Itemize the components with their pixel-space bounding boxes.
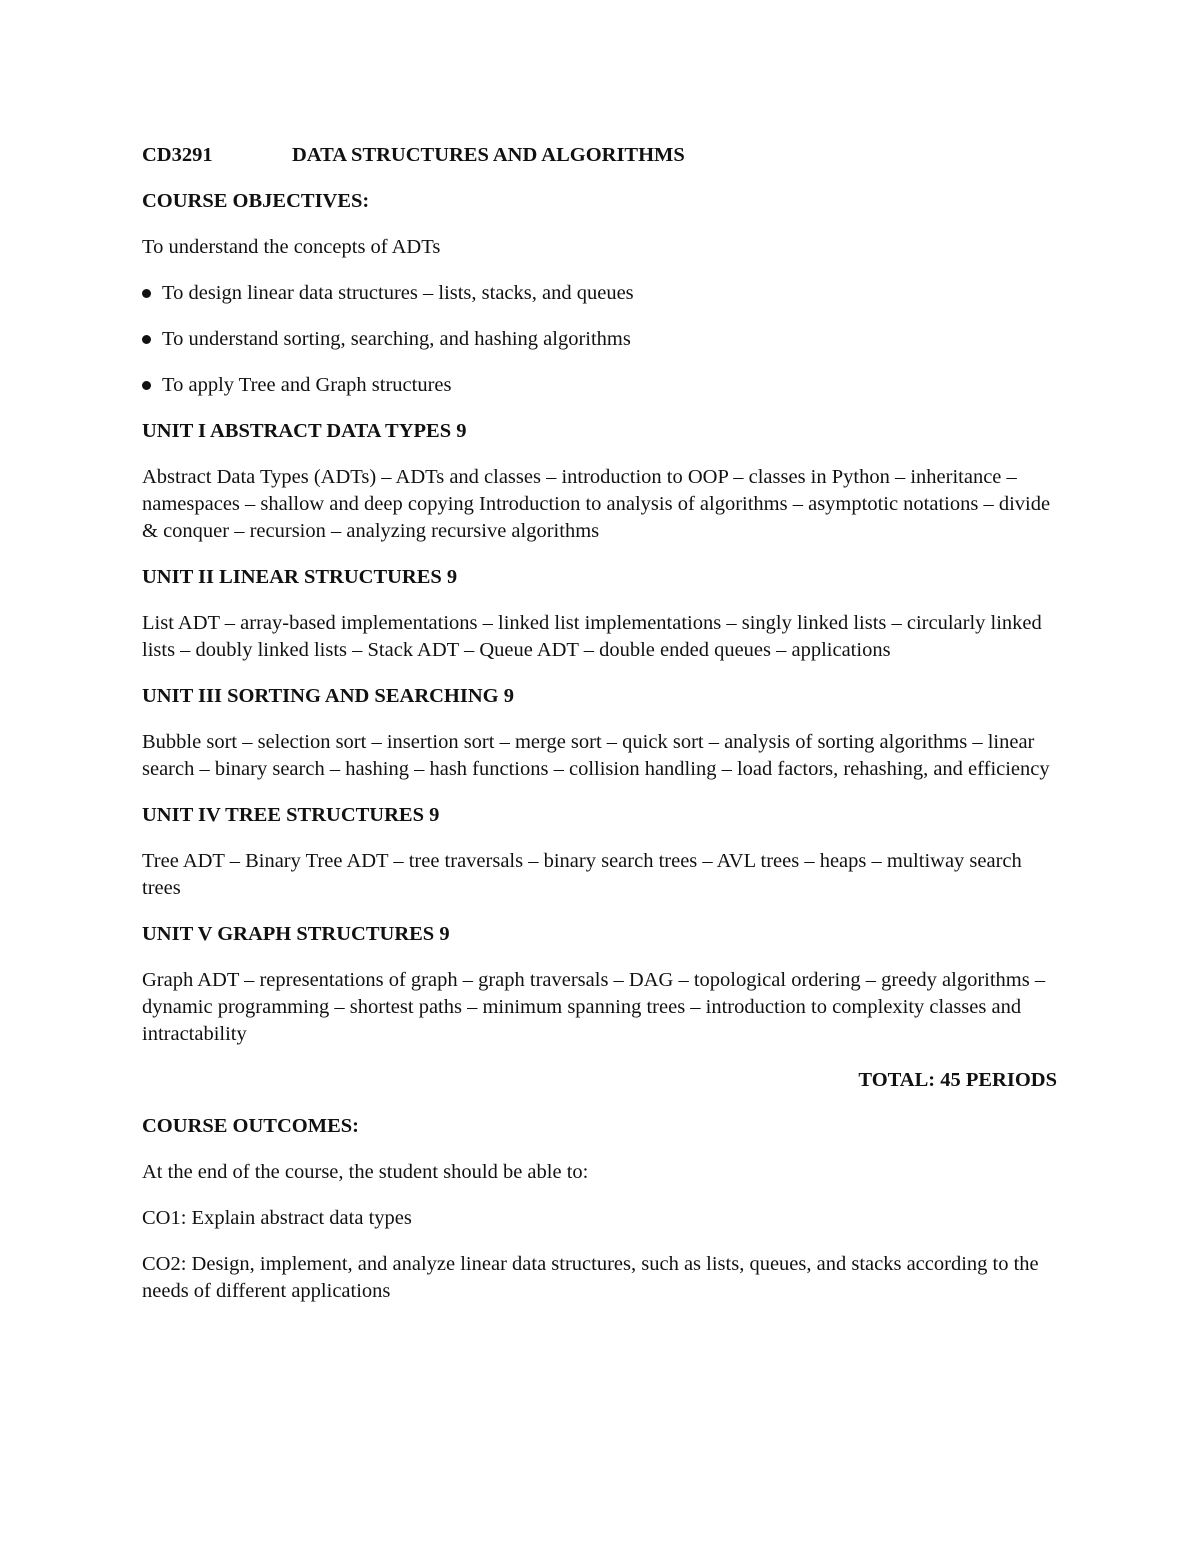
objectives-list (142, 280, 1057, 399)
course-code: CD3291 (142, 144, 213, 166)
total-periods: TOTAL: 45 PERIODS (858, 1069, 1057, 1091)
outcomes-heading: COURSE OUTCOMES: (142, 1115, 359, 1137)
objectives-heading: COURSE OBJECTIVES: (142, 190, 370, 212)
unit-3-section (142, 683, 1057, 783)
course-title-row (142, 142, 1057, 169)
unit-4-section (142, 802, 1057, 902)
objective-item (142, 280, 1057, 307)
unit-body: List ADT – array-based implementations – linked list implementations – singly linked lists – circularly linked lists – doubly linked lists – Stack ADT – Queue ADT – double ended queues – applications (142, 612, 1042, 661)
objective-text: To design linear data structures – lists, stacks, and queues (162, 282, 634, 304)
objective-item (142, 326, 1057, 353)
bullet-icon (142, 335, 151, 344)
unit-5-section (142, 921, 1057, 1048)
unit-heading: UNIT I ABSTRACT DATA TYPES 9 (142, 420, 467, 442)
unit-2-section (142, 564, 1057, 664)
unit-1-section (142, 418, 1057, 545)
unit-body: Bubble sort – selection sort – insertion sort – merge sort – quick sort – analysis of sorting algorithms – linear search – binary search – hashing – hash functions – collision handling – load factors, rehashing, and efficiency (142, 731, 1050, 780)
unit-heading: UNIT IV TREE STRUCTURES 9 (142, 804, 440, 826)
unit-body: Graph ADT – representations of graph – graph traversals – DAG – topological ordering – greedy algorithms – dynamic programming – shortest paths – minimum spanning trees – introduction to complexity classes and intractability (142, 969, 1046, 1045)
unit-body: Abstract Data Types (ADTs) – ADTs and classes – introduction to OOP – classes in Python – inheritance – namespaces – shallow and deep copying Introduction to analysis of algorithms – asymptotic notations – divide & conquer – recursion – analyzing recursive algorithms (142, 466, 1051, 542)
unit-heading: UNIT II LINEAR STRUCTURES 9 (142, 566, 458, 588)
bullet-icon (142, 381, 151, 390)
objective-item (142, 372, 1057, 399)
unit-heading: UNIT V GRAPH STRUCTURES 9 (142, 923, 450, 945)
objective-text: To apply Tree and Graph structures (162, 374, 452, 396)
bullet-icon (142, 289, 151, 298)
course-title: DATA STRUCTURES AND ALGORITHMS (292, 144, 685, 166)
objective-text: To understand sorting, searching, and hashing algorithms (162, 328, 631, 350)
document-page (142, 142, 1057, 1324)
outcome-item: CO1: Explain abstract data types (142, 1207, 412, 1229)
objectives-intro: To understand the concepts of ADTs (142, 236, 441, 258)
unit-body: Tree ADT – Binary Tree ADT – tree traversals – binary search trees – AVL trees – heaps – multiway search trees (142, 850, 1022, 899)
outcomes-intro: At the end of the course, the student should be able to: (142, 1161, 589, 1183)
outcome-item: CO2: Design, implement, and analyze linear data structures, such as lists, queues, and stacks according to the needs of different applications (142, 1253, 1039, 1302)
unit-heading: UNIT III SORTING AND SEARCHING 9 (142, 685, 514, 707)
